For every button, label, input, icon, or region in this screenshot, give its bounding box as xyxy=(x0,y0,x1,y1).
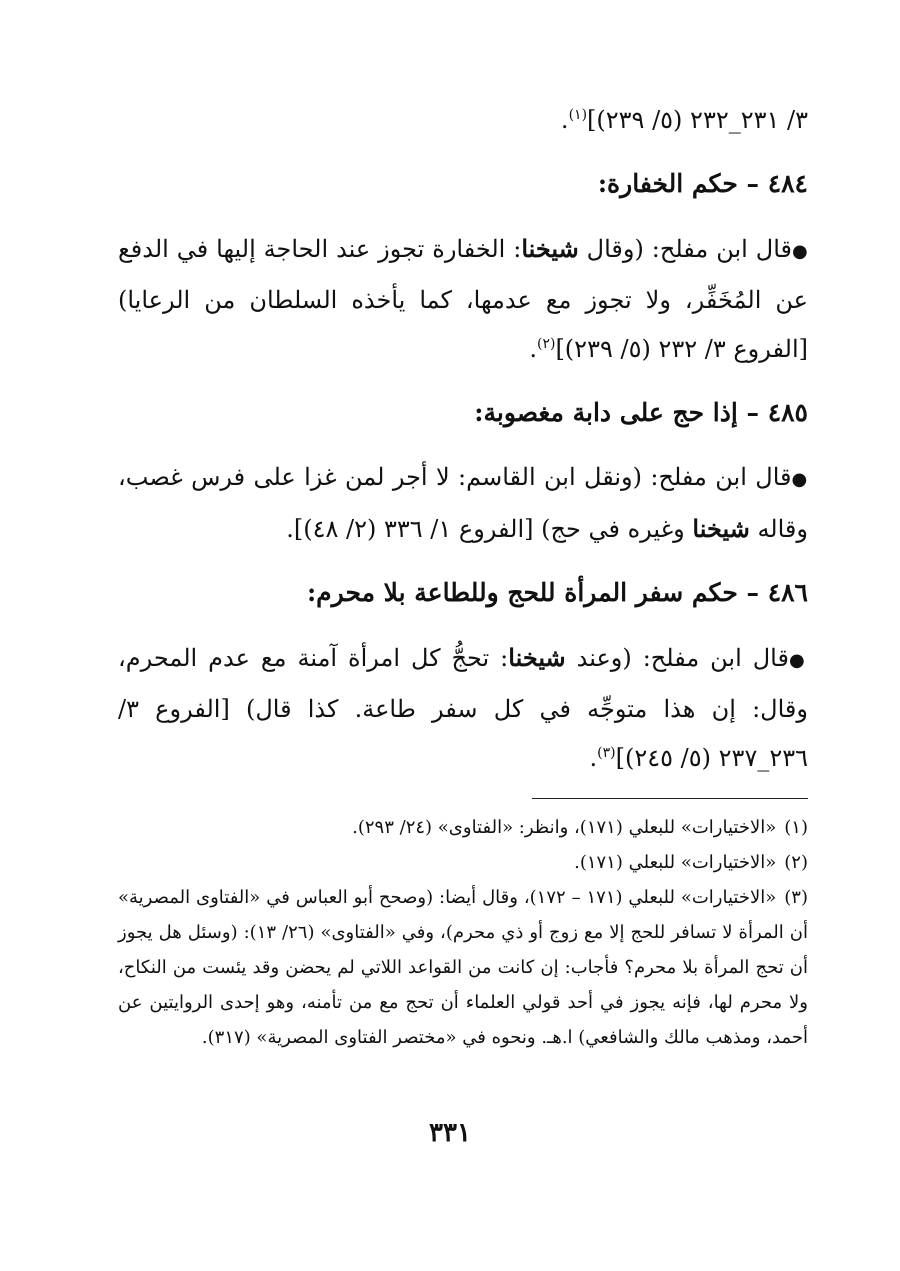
footnote-divider xyxy=(532,798,808,799)
paragraph-end: . xyxy=(529,335,537,363)
paragraph-end: . xyxy=(589,744,598,772)
section-paragraph xyxy=(118,453,808,554)
section-heading: ٤٨٦ – حكم سفر المرأة للحج وللطاعة بلا محرم: xyxy=(306,578,808,607)
footnote-marker[interactable]: (٢) xyxy=(536,336,556,352)
footnote-marker[interactable]: (٣) xyxy=(597,745,616,761)
paragraph-text: : الخفارة تجوز عند الحاجة إليها في الدفع عن المُخَفِّر، ولا تجوز مع عدمها، كما يأخذه السلطان من الرعايا) [الفروع ٣/ ٢٣٢ (٥/ ٢٣٩)] xyxy=(118,235,808,363)
section-paragraph xyxy=(118,633,808,783)
footnote-text: «الاختيارات» للبعلي (١٧١ – ١٧٢)، وقال أيضا: (وصحح أبو العباس في «الفتاوى المصرية» أن المرأة لا تسافر للحج إلا مع زوج أو ذي محرم)، وفي «الفتاوى» (٢٦/ ١٣): (وسئل هل يجوز أن تحج المرأة بلا محرم؟ فأجاب: إن كانت من القواعد اللاتي لم يحضن وقد يئست من النكاح، ولا محرم لها، فإنه يجوز في أحد قولي العلماء أن تحج مع من تأمنه، وهو إحدى الروايتين عن أحمد، ومذهب مالك والشافعي) ا.هـ. ونحوه في «مختصر الفتاوى المصرية» (٣١٧). xyxy=(118,887,808,1048)
paragraph-lead: قال ابن مفلح: (وعند xyxy=(565,644,789,672)
footnotes xyxy=(118,810,808,1055)
paragraph-bold: شيخنا xyxy=(521,234,579,263)
continuation-text: ٣/ ٢٣١_٢٣٢ (٥/ ٢٣٩)] xyxy=(587,106,808,134)
paragraph-bold: شيخنا xyxy=(692,514,750,543)
footnote-text: «الاختيارات» للبعلي (١٧١)، وانظر: «الفتاوى» (٢٤/ ٢٩٣). xyxy=(352,817,777,838)
paragraph-text: : تحجُّ كل امرأة آمنة مع عدم المحرم، وقال: إن هذا متوجِّه في كل سفر طاعة. كذا قال) [الفروع ٣/ ٢٣٦_٢٣٧ (٥/ ٢٤٥)] xyxy=(118,644,808,772)
paragraph-bold: شيخنا xyxy=(508,643,566,672)
continuation-line xyxy=(118,96,808,145)
footnote xyxy=(118,810,808,845)
footnote-number: (١) xyxy=(784,817,808,838)
footnote-number: (٣) xyxy=(784,887,808,908)
section-heading: ٤٨٤ – حكم الخفارة: xyxy=(597,169,808,198)
paragraph-lead: قال ابن مفلح: (وقال xyxy=(578,235,792,263)
bullet-icon: ● xyxy=(791,241,808,262)
paragraph-text: وغيره في حج) [الفروع ١/ ٣٣٦ (٢/ ٤٨)]. xyxy=(286,515,693,543)
main-text xyxy=(118,96,808,797)
footnote xyxy=(118,845,808,880)
footnote-text: «الاختيارات» للبعلي (١٧١). xyxy=(574,852,777,873)
continuation-end: . xyxy=(560,106,569,134)
footnote xyxy=(118,880,808,1055)
paragraph-lead: قال ابن مفلح: (ونقل ابن القاسم: لا أجر لمن غزا على فرس غصب، وقاله xyxy=(118,463,808,543)
footnote-number: (٢) xyxy=(784,852,808,873)
section-paragraph xyxy=(118,224,808,374)
page-number: ٣٣١ xyxy=(429,1118,471,1148)
bullet-icon: ● xyxy=(788,650,808,671)
footnote-marker[interactable]: (١) xyxy=(568,107,588,123)
bullet-icon: ● xyxy=(791,469,808,490)
section-heading: ٤٨٥ – إذا حج على دابة مغصوبة: xyxy=(474,398,808,427)
